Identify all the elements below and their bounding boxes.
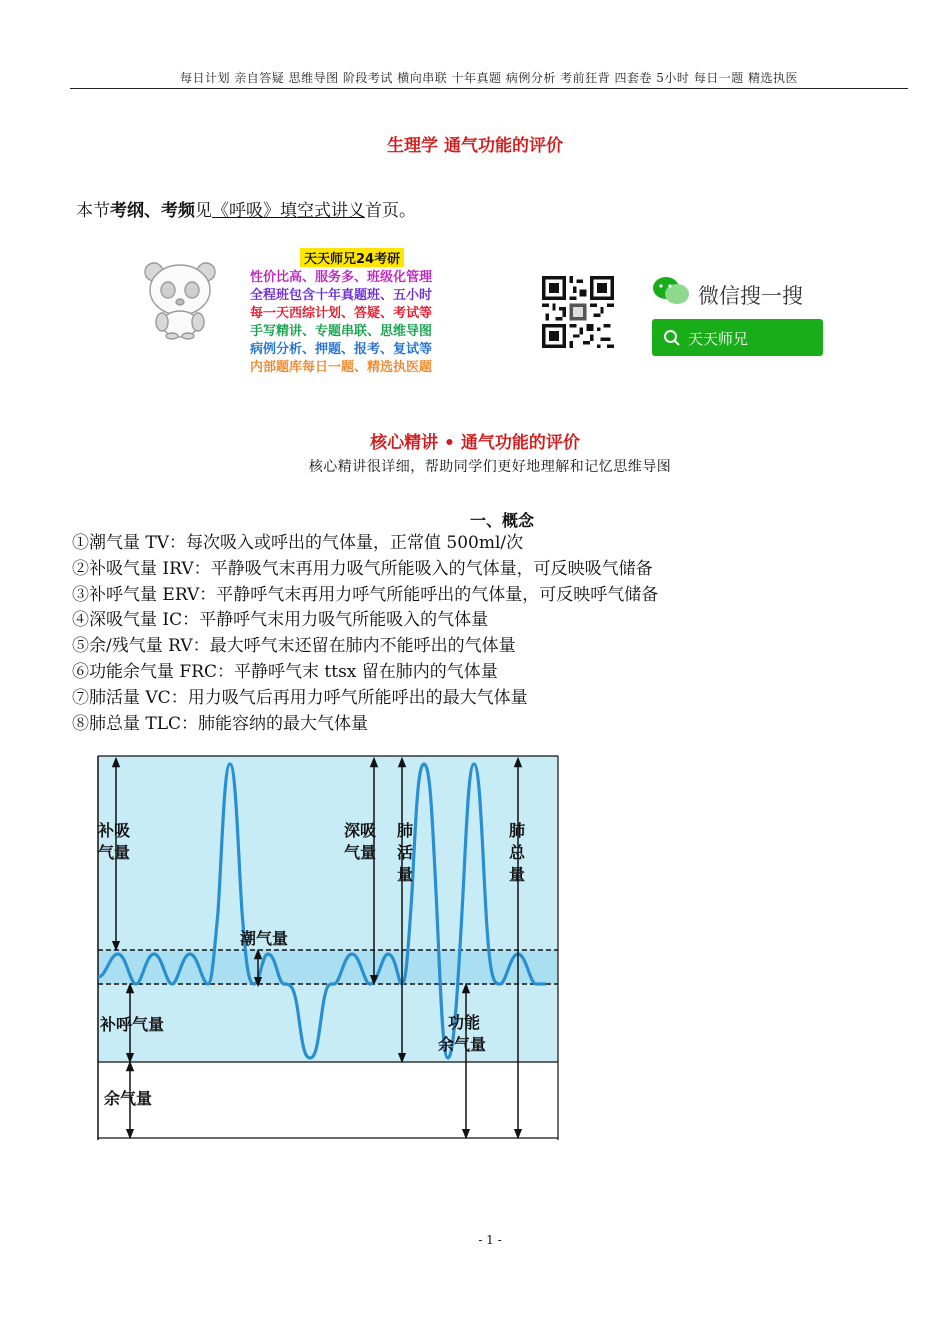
wechat-button-label: 天天师兄 <box>688 330 749 348</box>
label-ic: 气量 <box>344 843 377 862</box>
core-subtitle: 核心精讲很详细，帮助同学们更好地理解和记忆思维导图 <box>308 459 672 475</box>
ad-banner <box>140 248 460 378</box>
label-erv: 补呼气量 <box>100 1015 165 1034</box>
list-item: ⑥功能余气量 FRC：平静呼气末 ttsx 留在肺内的气体量 <box>72 661 498 682</box>
panda-icon <box>140 256 222 340</box>
page-title: 生理学 通气功能的评价 <box>387 136 563 156</box>
label-frc: 余气量 <box>438 1035 487 1054</box>
wechat-search-button[interactable] <box>652 319 823 356</box>
lung-volume-diagram <box>96 752 562 1144</box>
page-number: - 1 - <box>478 1233 502 1247</box>
label-frc: 功能 <box>448 1013 481 1032</box>
core-title: 核心精讲 • 通气功能的评价 <box>370 433 580 453</box>
ad-headline: 天天师兄24考研 <box>300 248 404 267</box>
qr-code-icon[interactable] <box>542 276 614 348</box>
list-item: ②补吸气量 IRV：平静吸气末再用力吸气所能吸入的气体量，可反映吸气储备 <box>72 558 653 579</box>
label-tlc: 量 <box>509 865 526 884</box>
label-rv: 余气量 <box>104 1089 153 1108</box>
label-tv: 潮气量 <box>240 929 289 948</box>
intro-link[interactable]: 《呼吸》填空式讲义 <box>212 201 365 221</box>
lung-volume-band <box>98 756 558 1062</box>
ad-line-6: 内部题库每日一题、精选执医题 <box>250 360 433 375</box>
intro-paragraph <box>76 196 416 221</box>
intro-bold: 考纲、考频 <box>110 201 195 221</box>
concept-list <box>72 531 658 737</box>
label-vc: 活 <box>397 843 414 862</box>
wechat-logo-icon <box>652 276 690 306</box>
label-tlc: 肺 <box>509 821 526 840</box>
list-item: ⑦肺活量 VC：用力吸气后再用力呼气所能呼出的最大气体量 <box>72 687 528 708</box>
list-item: ③补呼气量 ERV：平静呼气末再用力呼气所能呼出的气体量，可反映呼气储备 <box>72 584 659 605</box>
header-nav-text: 每日计划 亲自答疑 思维导图 阶段考试 横向串联 十年真题 病例分析 考前狂背 四套卷 5小时 每日一题 精选执医 <box>179 71 799 85</box>
search-icon <box>663 329 681 347</box>
intro-prefix: 本节 <box>76 201 110 221</box>
label-vc: 量 <box>397 865 414 884</box>
header-divider <box>70 88 908 89</box>
wechat-search[interactable] <box>652 276 803 310</box>
ad-line-5: 病例分析、押题、报考、复试等 <box>250 342 433 357</box>
label-ic: 深吸 <box>344 821 377 840</box>
list-item: ①潮气量 TV：每次吸入或呼出的气体量，正常值 500ml/次 <box>72 533 524 553</box>
intro-mid: 见 <box>195 201 212 221</box>
label-tlc: 总 <box>509 843 526 862</box>
residual-band <box>98 1062 558 1140</box>
label-irv: 气量 <box>98 843 131 862</box>
list-item: ⑧肺总量 TLC：肺能容纳的最大气体量 <box>72 713 369 734</box>
list-item: ④深吸气量 IC：平静呼气末用力吸气所能吸入的气体量 <box>72 610 489 631</box>
ad-line-4: 手写精讲、专题串联、思维导图 <box>250 324 433 339</box>
section-heading: 一、概念 <box>469 511 534 530</box>
wechat-search-label: 微信搜一搜 <box>698 284 803 308</box>
label-vc: 肺 <box>397 821 414 840</box>
label-irv: 补吸 <box>98 821 131 840</box>
ad-line-1: 性价比高、服务多、班级化管理 <box>250 270 433 285</box>
ad-line-3: 每一天西综计划、答疑、考试等 <box>250 306 433 321</box>
intro-suffix: 首页。 <box>365 201 416 221</box>
ad-line-2: 全程班包含十年真题班、五小时 <box>250 288 433 303</box>
wechat-card <box>520 256 844 374</box>
list-item: ⑤余/残气量 RV：最大呼气末还留在肺内不能呼出的气体量 <box>72 636 516 657</box>
